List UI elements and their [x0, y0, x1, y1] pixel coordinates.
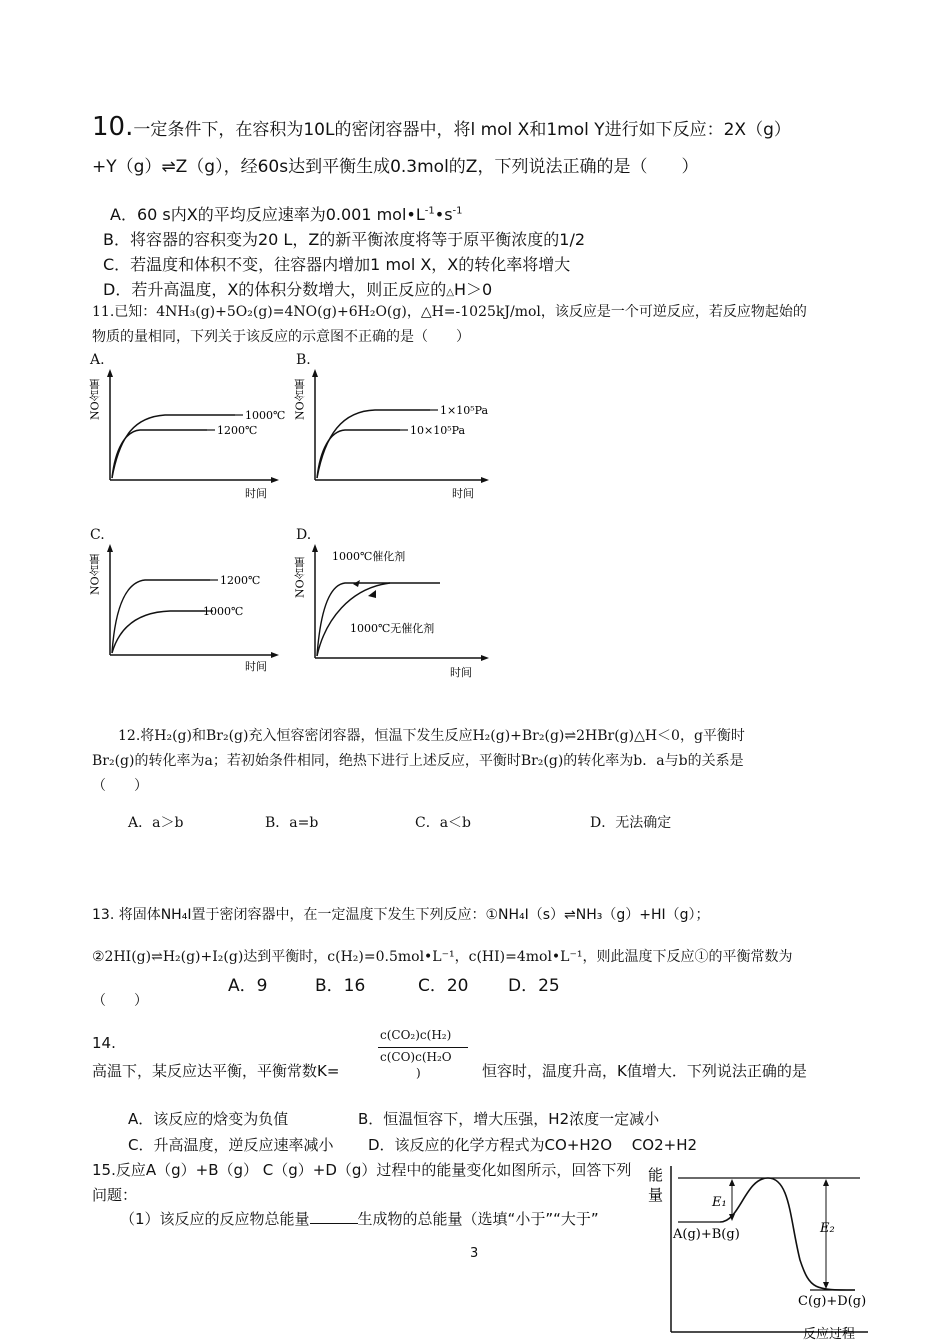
q13-line2: ②2HI(g)⇌H₂(g)+I₂(g)达到平衡时，c(H₂)=0.5mol•L⁻¹，c(HI)=4mol•L⁻¹，则此温度下反应①的平衡常数为	[92, 949, 793, 965]
ylabel-char-2: 量	[648, 1186, 664, 1204]
q14-number: 14.	[92, 1034, 116, 1052]
q12-option-a: A．a＞b	[128, 815, 184, 831]
curve-lower-label: 1200℃	[217, 424, 258, 437]
q10-option-a: A．60 s内X的平均反应速率为0.001 $mol•L^{-1}•s^{-1}$	[110, 205, 463, 224]
curve-lower	[112, 611, 205, 653]
q12-option-d: D．无法确定	[590, 815, 672, 831]
arrow-marker-lower	[368, 590, 376, 598]
q14-fraction-denominator: c(CO)c(H₂O	[380, 1050, 452, 1064]
graph-d-label: D.	[296, 527, 312, 543]
curve-upper-label: 1000℃催化剂	[332, 550, 406, 563]
curve-upper	[112, 580, 210, 653]
q13-option-b: B．16	[315, 976, 366, 996]
q13-option-d: D．25	[508, 976, 560, 996]
page-number: 3	[470, 1246, 479, 1261]
energy-curve	[720, 1178, 855, 1290]
graph-d	[290, 540, 510, 685]
answer-blank[interactable]	[310, 1209, 358, 1224]
q12-option-b: B．a=b	[265, 815, 319, 831]
q14-text-after: 恒容时，温度升高，K值增大．下列说法正确的是	[482, 1062, 807, 1080]
reactants-label: A(g)+B(g)	[673, 1227, 740, 1242]
q13-line1: 13. 将固体NH₄I置于密闭容器中，在一定温度下发生下列反应：①NH₄I（s）⇌NH₃（g）+HI（g）；	[92, 907, 710, 923]
x-label: 时间	[245, 487, 267, 500]
q15-line1: 15.反应A（g）+B（g） C（g）+D（g）过程中的能量变化如图所示，回答下列	[92, 1161, 632, 1179]
q12-option-c: C．a＜b	[415, 815, 472, 831]
graph-c	[85, 540, 285, 680]
q10-option-d: D．若升高温度，X的体积分数增大，则正反应的△H＞0	[103, 280, 493, 299]
e2-label: E₂	[820, 1221, 835, 1236]
curve-lower	[112, 430, 207, 478]
q13-line3: （ ）	[92, 993, 148, 1009]
graph-c-label: C.	[90, 527, 105, 543]
x-label: 时间	[450, 666, 472, 679]
graph-b	[290, 365, 510, 505]
y-axis-arrow	[107, 369, 113, 377]
q14-fraction-bar	[378, 1047, 468, 1048]
q11-line1: 11.已知：4NH₃(g)+5O₂(g)=4NO(g)+6H₂O(g)，△H=-1025kJ/mol，该反应是一个可逆反应，若反应物起始的	[92, 304, 807, 320]
q15-line2: 问题：	[92, 1186, 138, 1204]
y-label: NO含量	[88, 554, 102, 595]
x-label: 时间	[452, 487, 474, 500]
curve-lower	[317, 583, 390, 656]
q12-line1: 12.将H₂(g)和Br₂(g)充入恒容密闭容器，恒温下发生反应H₂(g)+Br₂(g)⇌2HBr(g)△H＜0，g平衡时	[118, 728, 745, 744]
q14-option-a: A．该反应的焓变为负值	[128, 1110, 289, 1128]
x-label: 时间	[245, 660, 267, 673]
y-label: NO含量	[88, 379, 102, 420]
products-label: C(g)+D(g)	[798, 1294, 867, 1309]
curve-upper-label: 1000℃	[245, 409, 285, 422]
curve-lower-label: 10×10⁵Pa	[410, 424, 466, 437]
curve-upper-label: 1200℃	[220, 574, 261, 587]
q14-fraction-denominator-tail: )	[416, 1066, 421, 1080]
ylabel-char-1: 能	[648, 1166, 664, 1184]
y-label: NO含量	[293, 557, 307, 598]
curve-upper	[317, 410, 430, 478]
q15-line3: （1）该反应的反应物总能量 生成物的总能量（选填“小于”“大于”	[120, 1210, 599, 1228]
y-label: NO含量	[293, 379, 307, 420]
curve-upper-label: 1×10⁵Pa	[440, 404, 489, 417]
curve-lower-label: 1000℃	[203, 605, 244, 618]
q14-text-before: 高温下，某反应达平衡，平衡常数K=	[92, 1062, 340, 1080]
q10-number: 10.	[92, 112, 134, 142]
xlabel: 反应过程	[803, 1327, 856, 1340]
q11-line2: 物质的量相同，下列关于该反应的示意图不正确的是（ ）	[92, 329, 470, 345]
q12-line3: （ ）	[92, 778, 148, 794]
q12-line2: Br₂(g)的转化率为a；若初始条件相同，绝热下进行上述反应，平衡时Br₂(g)的转化率为b．a与b的关系是	[92, 753, 744, 769]
energy-diagram	[640, 1160, 880, 1340]
graph-b-label: B.	[296, 352, 311, 368]
e1-label: E₁	[712, 1195, 727, 1210]
q10-option-c: C．若温度和体积不变，往容器内增加1 mol X，X的转化率将增大	[103, 255, 571, 274]
curve-upper	[317, 583, 440, 656]
graph-a	[85, 365, 285, 505]
q14-option-c: C．升高温度，逆反应速率减小	[128, 1136, 334, 1154]
q10-option-b: B．将容器的容积变为20 L，Z的新平衡浓度将等于原平衡浓度的1/2	[103, 230, 586, 249]
q14-fraction-numerator: c(CO₂)c(H₂)	[380, 1028, 452, 1042]
graph-a-label: A.	[90, 352, 105, 368]
q14-option-b: B．恒温恒容下，增大压强，H2浓度一定减小	[358, 1110, 660, 1128]
q13-option-a: A．9	[228, 976, 268, 996]
q13-option-c: C．20	[418, 976, 469, 996]
x-axis-arrow	[271, 477, 279, 483]
curve-lower	[317, 430, 400, 478]
q10-line2: +Y（g）⇌Z（g），经60s达到平衡生成0.3mol的Z，下列说法正确的是（ ）	[92, 157, 699, 177]
q10-line1: 10.一定条件下，在容积为10L的密闭容器中，将l mol X和1mol Y进行如下反应：2X（g）	[92, 112, 791, 142]
curve-lower-label: 1000℃无催化剂	[350, 622, 435, 635]
q14-option-d: D．该反应的化学方程式为CO+H2O CO2+H2	[368, 1136, 698, 1154]
arrow-marker-upper	[353, 580, 360, 587]
